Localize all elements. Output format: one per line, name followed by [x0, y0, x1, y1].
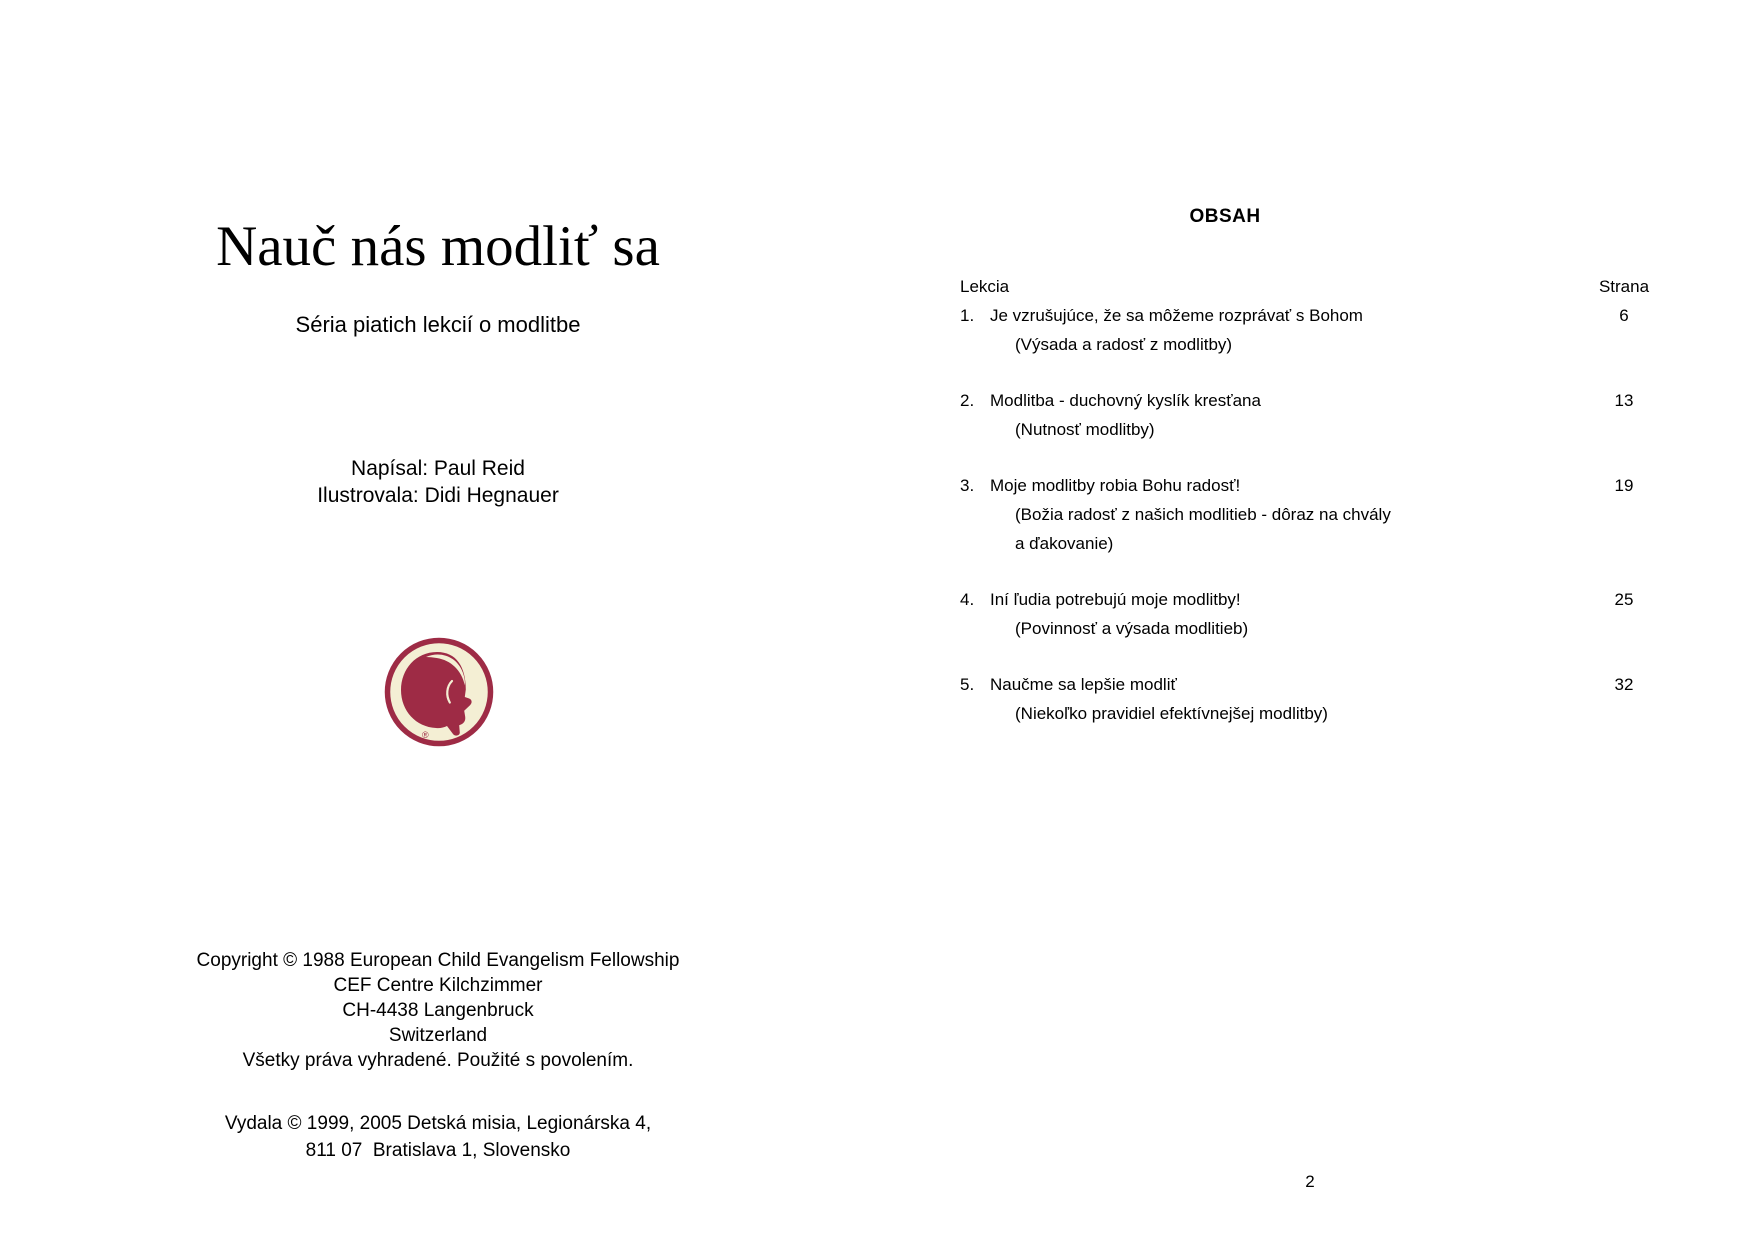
- authors-block: [138, 455, 738, 509]
- toc-item-subtitle: (Výsada a radosť z modlitby): [1015, 335, 1233, 354]
- toc-item-subtitles: [960, 500, 1660, 558]
- table-of-contents: [960, 272, 1660, 755]
- toc-item-subtitle: a ďakovanie): [1015, 534, 1114, 553]
- cef-logo-svg: [384, 637, 494, 747]
- toc-item-number: 2.: [960, 391, 975, 410]
- toc-item-number: 1.: [960, 306, 975, 325]
- toc-item-page-number: 25: [1614, 590, 1634, 609]
- toc-item-subtitle: (Niekoľko pravidiel efektívnejšej modlitby): [1015, 704, 1328, 723]
- toc-item-subtitles: [960, 699, 1660, 728]
- toc-item-number: 3.: [960, 476, 975, 495]
- toc-item: [960, 471, 1660, 558]
- toc-item: [960, 301, 1660, 359]
- author-line: Napísal: Paul Reid: [351, 457, 525, 480]
- toc-item-subtitle: (Povinnosť a výsada modlitieb): [1015, 619, 1249, 638]
- toc-item-page-number: 19: [1614, 476, 1634, 495]
- book-subtitle: Séria piatich lekcií o modlitbe: [295, 312, 581, 337]
- toc-item-subtitles: [960, 614, 1660, 643]
- toc-item-title: Iní ľudia potrebujú moje modlitby!: [990, 590, 1241, 609]
- copyright-line: Copyright © 1988 European Child Evangelism Fellowship: [196, 950, 680, 971]
- toc-item-page-number: 32: [1614, 675, 1634, 694]
- cef-logo-icon: [384, 637, 494, 747]
- book-title: Nauč nás modliť sa: [216, 215, 660, 278]
- toc-item: [960, 585, 1660, 643]
- toc-item-title: Modlitba - duchovný kyslík kresťana: [990, 391, 1261, 410]
- publisher-line: Vydala © 1999, 2005 Detská misia, Legionárska 4,: [224, 1113, 652, 1134]
- toc-item-subtitle: (Nutnosť modlitby): [1015, 420, 1155, 439]
- toc-item-title: Naučme sa lepšie modliť: [990, 675, 1177, 694]
- publisher-line: 811 07 Bratislava 1, Slovensko: [305, 1140, 571, 1161]
- toc-col-page: Strana: [1598, 277, 1650, 296]
- toc-item-page-number: 13: [1614, 391, 1634, 410]
- toc-heading: OBSAH: [1189, 206, 1261, 227]
- copyright-line: CH-4438 Langenbruck: [342, 1000, 534, 1021]
- toc-item-number: 4.: [960, 590, 975, 609]
- copyright-line: CEF Centre Kilchzimmer: [333, 975, 543, 996]
- toc-list: [960, 301, 1660, 728]
- toc-item-title-line: [960, 670, 1660, 699]
- copyright-line: Switzerland: [388, 1025, 488, 1046]
- toc-item-subtitles: [960, 330, 1660, 359]
- toc-item-subtitles: [960, 415, 1660, 444]
- toc-item-page-number: 6: [1619, 306, 1629, 325]
- toc-item: [960, 386, 1660, 444]
- toc-column-headers: [960, 272, 1660, 301]
- toc-item-title-line: [960, 386, 1660, 415]
- registered-mark: ®: [422, 730, 429, 740]
- toc-col-lesson: Lekcia: [960, 277, 1010, 296]
- copyright-block: [108, 948, 768, 1073]
- toc-item-title-line: [960, 471, 1660, 500]
- toc-item-title-line: [960, 585, 1660, 614]
- toc-item: [960, 670, 1660, 728]
- toc-item-title: Je vzrušujúce, že sa môžeme rozprávať s Bohom: [990, 306, 1363, 325]
- toc-item-title-line: [960, 301, 1660, 330]
- page-number: 2: [1305, 1172, 1315, 1191]
- copyright-line: Všetky práva vyhradené. Použité s povolením.: [242, 1050, 634, 1071]
- toc-item-title: Moje modlitby robia Bohu radosť!: [990, 476, 1241, 495]
- illustrator-line: Ilustrovala: Didi Hegnauer: [317, 484, 559, 507]
- toc-item-number: 5.: [960, 675, 975, 694]
- publisher-block: [108, 1110, 768, 1164]
- toc-item-subtitle: (Božia radosť z našich modlitieb - dôraz na chvály: [1015, 505, 1391, 524]
